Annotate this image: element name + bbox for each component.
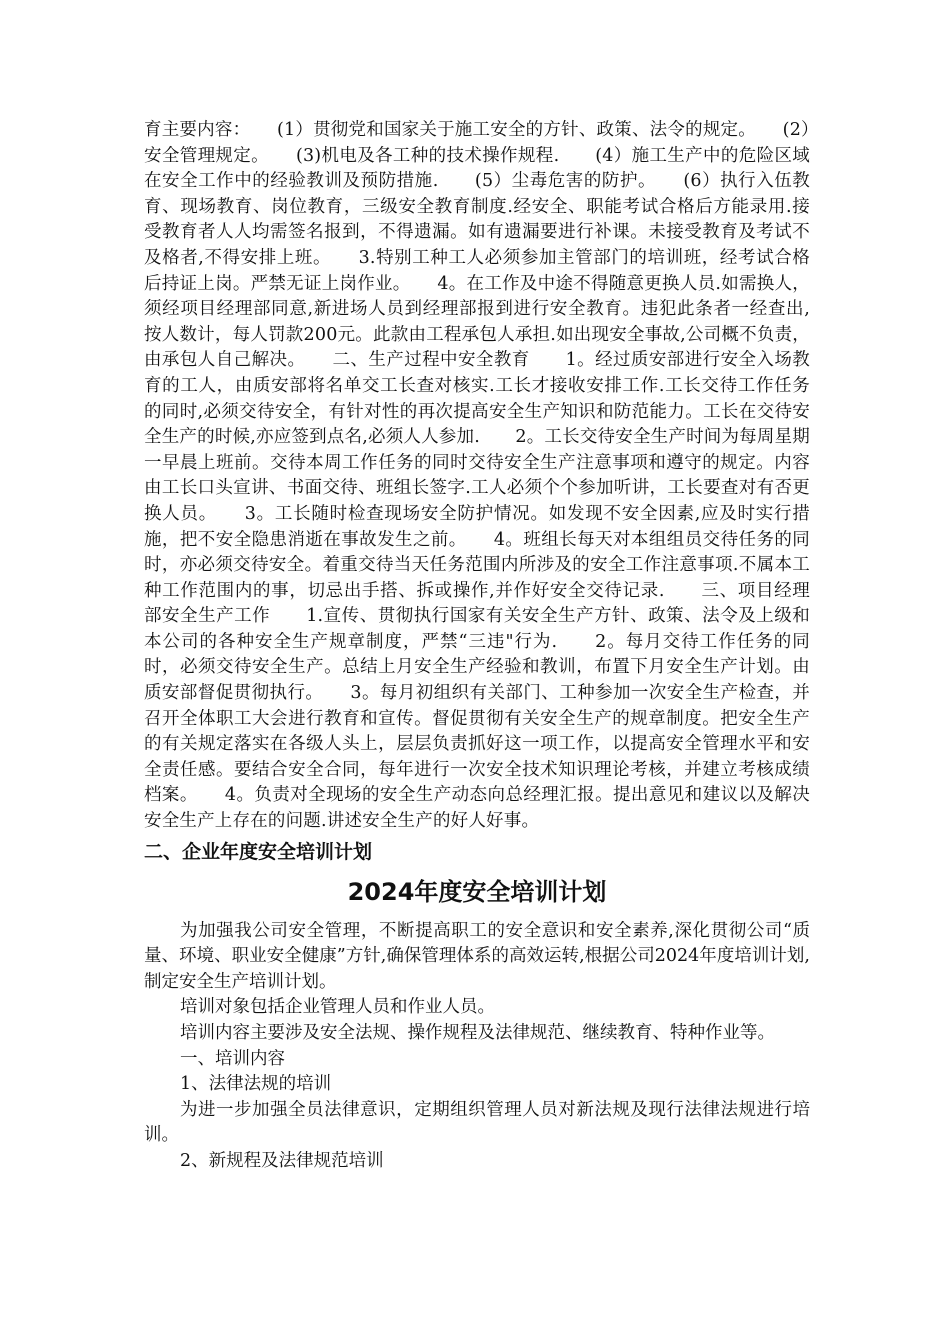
subheading-new-rules-training: 2、新规程及法律规范培训	[180, 1150, 384, 1171]
paragraph-scope: 培训内容主要涉及安全法规、操作规程及法律规范、继续教育、特种作业等。	[180, 1023, 775, 1043]
paragraph-intro: 为加强我公司安全管理，不断提高职工的安全意识和安全素养,深化贯彻公司“质量、环境、职业安全健康”方针,确保管理体系的高效运转,根据公司2024年度培训计划,制定安全生产培训计划。	[144, 920, 810, 992]
section-heading: 二、企业年度安全培训计划	[144, 840, 373, 863]
continuation-paragraph: 育主要内容： (1）贯彻党和国家关于施工安全的方针、政策、法令的规定。 (2）安全管理规定。 (3)机电及各工种的技术操作规程. (4）施工生产中的危险区域在安全工作中的经验教训及预防措施. (5）尘毒危害的防护。 (6）执行入伍教育、现场教育、岗位教育，三级安全教育制度.经安全、职能考试合格后方能录用.接受教育者人人均需签名报到，不得遗漏。如有遗漏要进行补课。未接受教育及考试不及格者,不得安排上班。 3.特别工种工人必须参加主管部门的培训班，经考试合格后持证上岗。严禁无证上岗作业。 4。在工作及中途不得随意更换人员.如需换人，须经项目经理部同意,新进场人员到经理部报到进行安全教育。违犯此条者一经查出,按人数计，每人罚款200元。此款由工程承包人承担.如出现安全事故,公司概不负责，由承包人自己解决。 二、生产过程中安全教育 1。经过质安部进行安全入场教育的工人，由质安部将名单交工长查对核实.工长才接收安排工作.工长交待工作任务的同时,必须交待安全，有针对性的再次提高安全生产知识和防范能力。工长在交待安全生产的时候,亦应签到点名,必须人人参加. 2。工长交待安全生产时间为每周星期一早晨上班前。交待本周工作任务的同时交待安全生产注意事项和遵守的规定。内容由工长口头宣讲、书面交待、班组长签字.工人必须个个参加听讲，工长要查对有否更换人员。 3。工长随时检查现场安全防护情况。如发现不安全因素,应及时实行措施，把不安全隐患消逝在事故发生之前。 4。班组长每天对本组组员交待任务的同时，亦必须交待安全。着重交待当天任务范围内所涉及的安全工作注意事项.不属本工种工作范围内的事，切忌出手搭、拆或操作,并作好安全交待记录. 三、项目经理部安全生产工作 1.宣传、贯彻执行国家有关安全生产方针、政策、法令及上级和本公司的各种安全生产规章制度，严禁“三违"行为. 2。每月交待工作任务的同时，必须交待安全生产。总结上月安全生产经验和教训，布置下月安全生产计划。由质安部督促贯彻执行。 3。每月初组织有关部门、工种参加一次安全生产检查，并召开全体职工大会进行教育和宣传。督促贯彻有关安全生产的规章制度。把安全生产的有关规定落实在各级人头上，层层负责抓好这一项工作，以提高安全管理水平和安全责任感。要结合安全合同，每年进行一次安全技术知识理论考核，并建立考核成绩档案。 4。负责对全现场的安全生产动态向总经理汇报。提出意见和建议以及解决安全生产上存在的问题.讲述安全生产的好人好事。	[144, 120, 810, 832]
paragraph-law-training: 为进一步加强全员法律意识，定期组织管理人员对新法规及现行法律法规进行培训。	[144, 1099, 810, 1146]
document-title: 2024年度安全培训计划	[347, 877, 607, 906]
subheading-training-content: 一、培训内容	[180, 1048, 285, 1069]
document-page	[144, 118, 810, 1175]
paragraph-audience: 培训对象包括企业管理人员和作业人员。	[180, 997, 495, 1018]
subheading-law-training: 1、法律法规的培训	[180, 1074, 332, 1095]
